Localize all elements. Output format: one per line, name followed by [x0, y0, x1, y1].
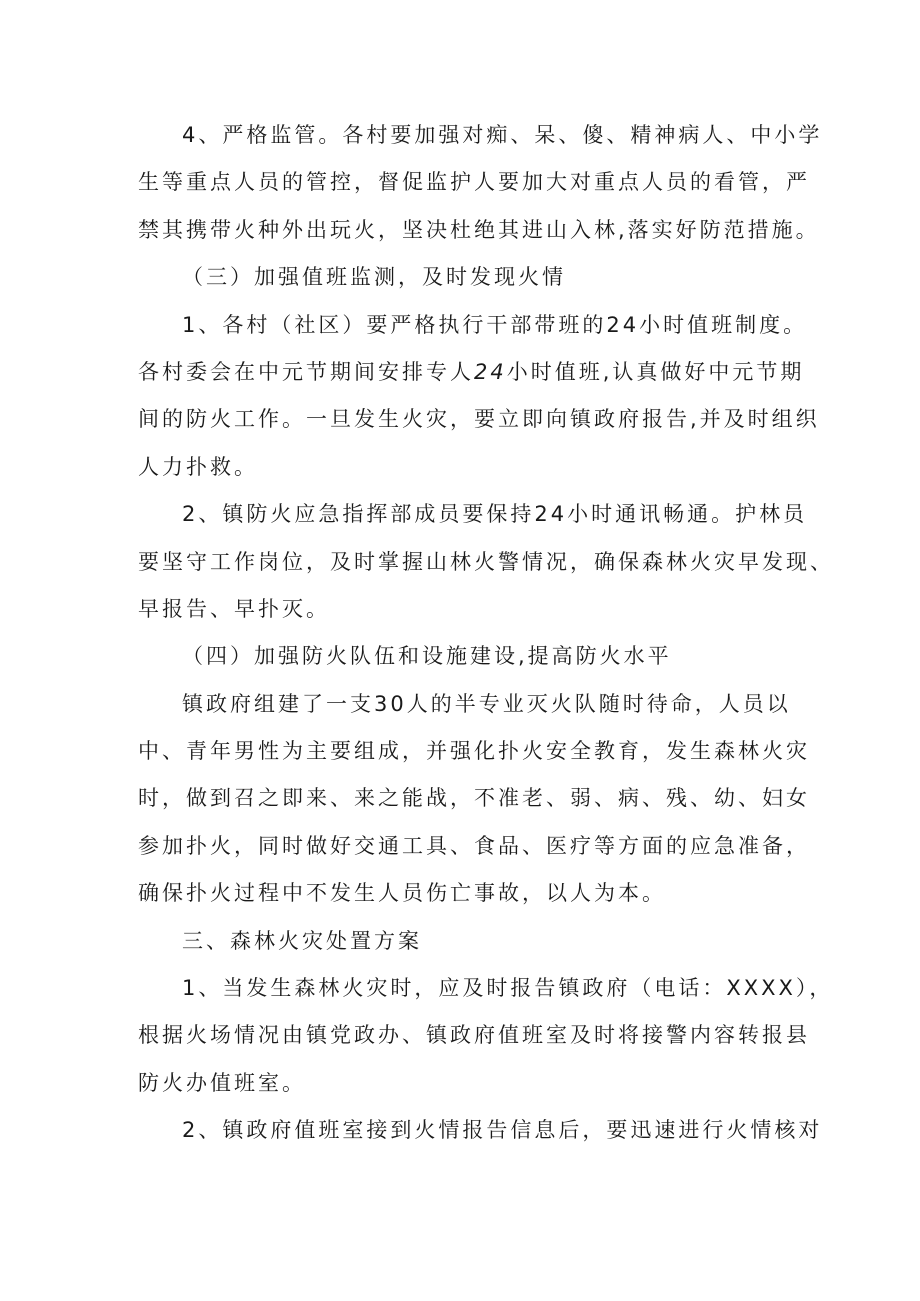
paragraph-duty-2-line: 要坚守工作岗位，及时掌握山林火警情况，确保森林火灾早发现、 — [138, 549, 834, 574]
paragraph-4-line: 4、严格监管。各村要加强对痴、呆、傻、精神病人、中小学 — [182, 123, 823, 147]
paragraph-duty-2-line: 2、镇防火应急指挥部成员要保持24小时通讯畅通。护林员 — [182, 502, 808, 527]
paragraph-plan-1-line: 根据火场情况由镇党政办、镇政府值班室及时将接警内容转报县 — [138, 1023, 810, 1048]
text-run-italic: 24 — [474, 359, 507, 384]
paragraph-team-line: 时，做到召之即来、来之能战，不准老、弱、病、残、幼、妇女 — [138, 786, 810, 811]
subheading-duty-monitoring: （三）加强值班监测，及时发现火情 — [182, 265, 566, 290]
paragraph-duty-1-line: 1、各村（社区）要严格执行干部带班的24小时值班制度。 — [182, 312, 808, 337]
paragraph-team-line: 镇政府组建了一支30人的半专业灭火队随时待命，人员以 — [182, 691, 791, 716]
paragraph-team-line: 参加扑火，同时做好交通工具、食品、医疗等方面的应急准备， — [138, 833, 810, 858]
section-heading-fire-plan: 三、森林火灾处置方案 — [182, 928, 422, 953]
text-run: 小时值班,认真做好中元节期 — [506, 359, 805, 384]
paragraph-4-line: 禁其携带火种外出玩火，坚决杜绝其进山入林,落实好防范措施。 — [138, 217, 820, 242]
document-body — [138, 112, 834, 1155]
paragraph-duty-1-line — [138, 349, 805, 396]
paragraph-4-line: 生等重点人员的管控，督促监护人要加大对重点人员的看管，严 — [138, 170, 810, 195]
paragraph-duty-1-line: 人力扑救。 — [138, 454, 258, 479]
text-run: 各村委会在中元节期间安排专人 — [138, 359, 474, 384]
paragraph-duty-2-line: 早报告、早扑灭。 — [138, 596, 330, 621]
paragraph-plan-2-line: 2、镇政府值班室接到火情报告信息后，要迅速进行火情核对 — [182, 1118, 823, 1143]
subheading-team-building: （四）加强防火队伍和设施建设,提高防火水平 — [182, 644, 672, 669]
paragraph-team-line: 确保扑火过程中不发生人员伤亡事故，以人为本。 — [138, 881, 666, 906]
paragraph-team-line: 中、青年男性为主要组成，并强化扑火安全教育，发生森林火灾 — [138, 739, 810, 764]
paragraph-plan-1-line: 防火办值班室。 — [138, 1070, 306, 1095]
paragraph-plan-1-line: 1、当发生森林火灾时，应及时报告镇政府（电话：XXXX）， — [182, 976, 834, 1001]
paragraph-duty-1-line: 间的防火工作。一旦发生火灾，要立即向镇政府报告,并及时组织 — [138, 407, 820, 432]
